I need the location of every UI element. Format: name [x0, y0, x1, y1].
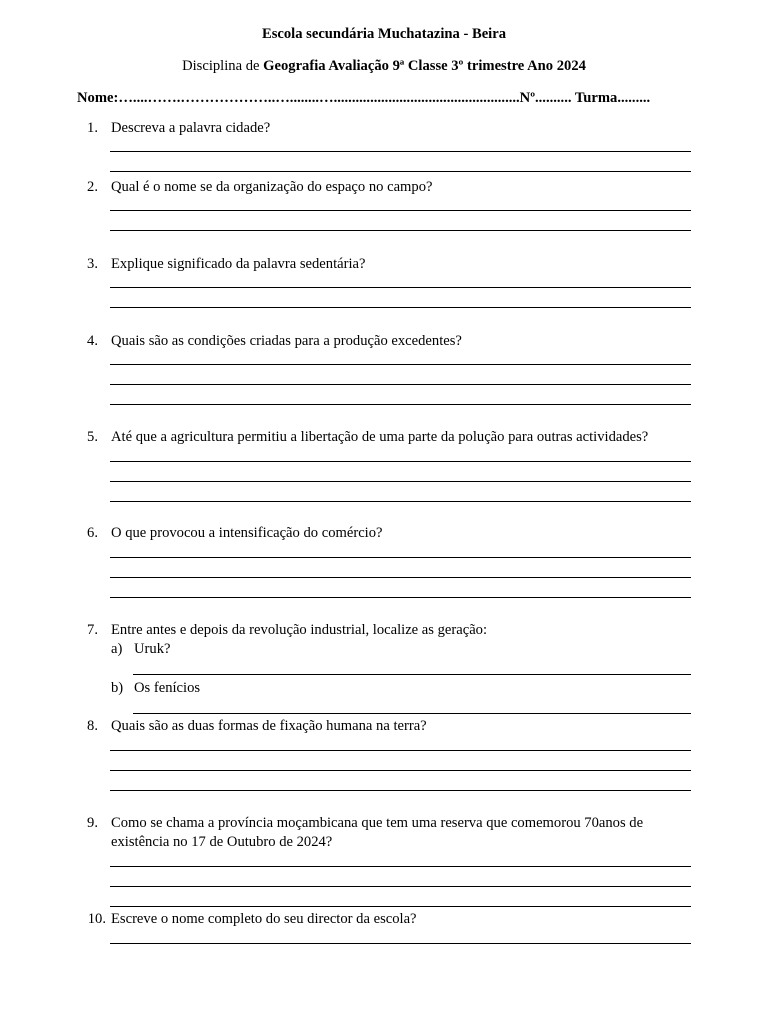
question-text: Como se chama a província moçambicana que tem uma reserva que comemorou 70anos de: [111, 815, 644, 831]
question-number: 8.: [87, 718, 98, 734]
subject-line: [0, 58, 768, 75]
answer-line[interactable]: [110, 577, 691, 578]
answer-line[interactable]: [110, 481, 691, 482]
question-number: 10.: [87, 911, 106, 927]
answer-line[interactable]: [133, 713, 691, 714]
question-number: 2.: [87, 179, 98, 195]
answer-line[interactable]: [110, 790, 691, 791]
sub-question-letter: a): [111, 641, 123, 657]
answer-line[interactable]: [110, 230, 691, 231]
answer-line[interactable]: [110, 461, 691, 462]
answer-line[interactable]: [110, 886, 691, 887]
answer-line[interactable]: [110, 210, 691, 211]
question-text-continued: existência no 17 de Outubro de 2024?: [111, 834, 333, 850]
question-number: 1.: [87, 120, 98, 136]
answer-line[interactable]: [110, 750, 691, 751]
answer-line[interactable]: [110, 384, 691, 385]
answer-line[interactable]: [110, 906, 691, 907]
question-number: 4.: [87, 333, 98, 349]
answer-line[interactable]: [110, 364, 691, 365]
school-title: Escola secundária Muchatazina - Beira: [261, 26, 507, 42]
question-text: O que provocou a intensificação do comércio?: [111, 525, 383, 541]
question-number: 9.: [87, 815, 98, 831]
sub-question-letter: b): [111, 680, 124, 696]
answer-line[interactable]: [110, 943, 691, 944]
question-text: Até que a agricultura permitiu a libertação de uma parte da polução para outras actividades?: [111, 429, 649, 445]
answer-line[interactable]: [110, 557, 691, 558]
answer-line[interactable]: [110, 597, 691, 598]
question-text: Explique significado da palavra sedentária?: [111, 256, 366, 272]
question-number: 3.: [87, 256, 98, 272]
answer-line[interactable]: [110, 404, 691, 405]
question-text: Quais são as duas formas de fixação humana na terra?: [111, 718, 427, 734]
question-text: Descreva a palavra cidade?: [111, 120, 271, 136]
answer-line[interactable]: [110, 171, 691, 172]
answer-line[interactable]: [110, 151, 691, 152]
subject-title: Geografia Avaliação 9ª Classe 3º trimestre Ano 2024: [263, 58, 586, 74]
sub-question-text: Os fenícios: [134, 680, 201, 696]
question-number: 6.: [87, 525, 98, 541]
answer-line[interactable]: [110, 866, 691, 867]
question-text: Qual é o nome se da organização do espaço no campo?: [111, 179, 433, 195]
answer-line[interactable]: [133, 674, 691, 675]
name-number-class-line: Nome:…....…….………………..…........…...................................................Nº.......... Turma.........: [77, 90, 651, 106]
subject-prefix: Disciplina de: [182, 58, 264, 74]
answer-line[interactable]: [110, 287, 691, 288]
answer-line[interactable]: [110, 501, 691, 502]
question-number: 7.: [87, 622, 98, 638]
answer-line[interactable]: [110, 770, 691, 771]
question-text: Escreve o nome completo do seu director da escola?: [111, 911, 417, 927]
answer-line[interactable]: [110, 307, 691, 308]
question-text: Quais são as condições criadas para a produção excedentes?: [111, 333, 462, 349]
sub-question-text: Uruk?: [134, 641, 171, 657]
question-number: 5.: [87, 429, 98, 445]
question-text: Entre antes e depois da revolução industrial, localize as geração:: [111, 622, 488, 638]
